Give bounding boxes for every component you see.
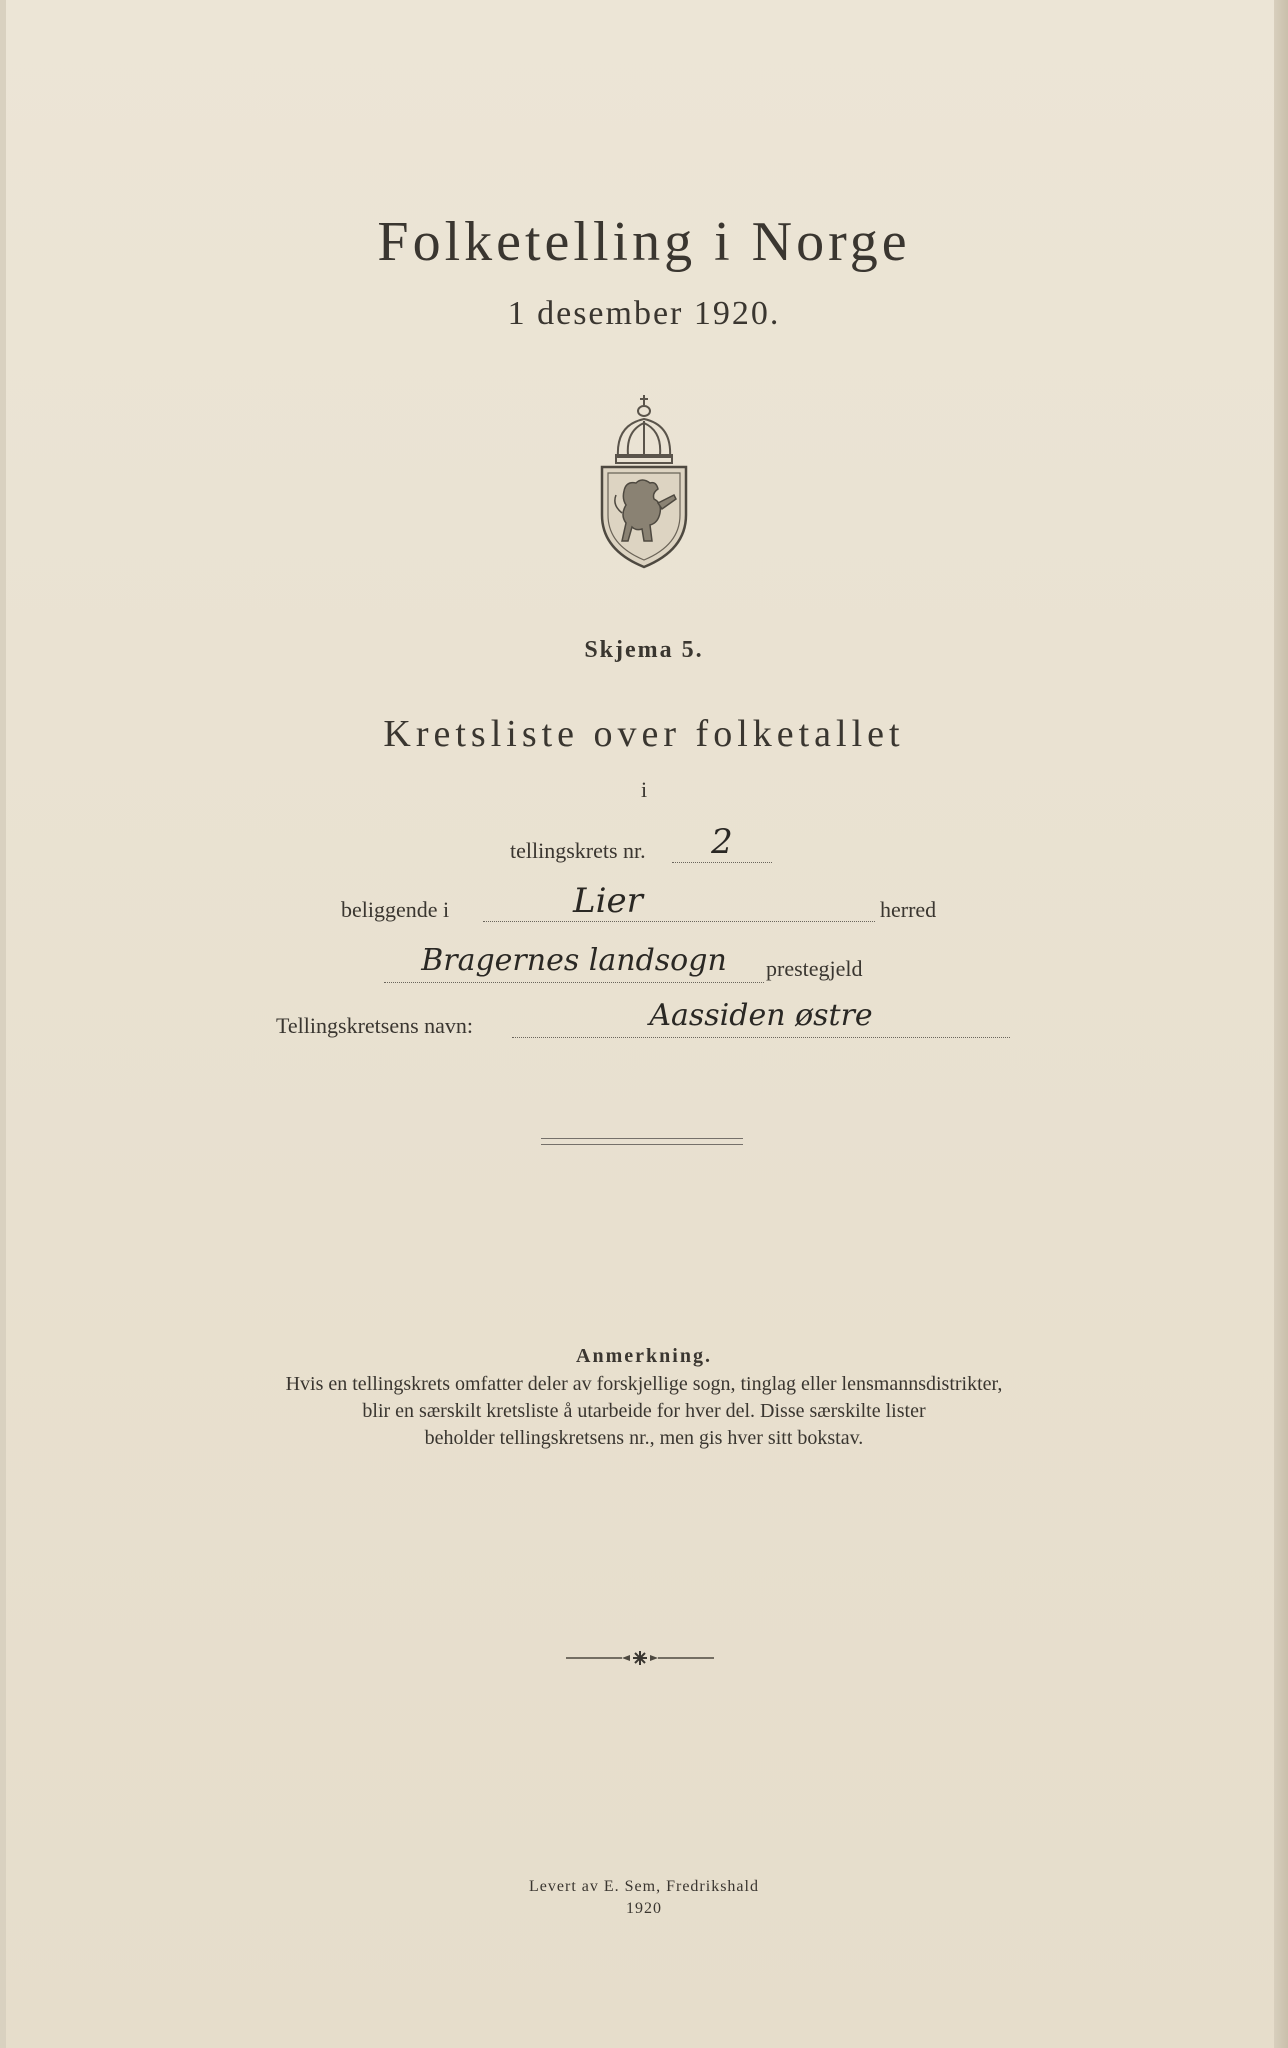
document-title: Folketelling i Norge — [377, 211, 911, 273]
section-divider — [541, 1138, 743, 1145]
printer-credit: Levert av E. Sem, Fredrikshald — [529, 1878, 759, 1895]
kretsnavn-label: Tellingskretsens navn: — [276, 1013, 474, 1038]
remark-line-2: blir en særskilt kretsliste å utarbeide for hver del. Disse særskilte lister — [362, 1400, 926, 1422]
ornament-divider-icon — [560, 1648, 720, 1668]
remark-line-3: beholder tellingskretsens nr., men gis hver sitt bokstav. — [424, 1427, 864, 1449]
tellingskrets-label: tellingskrets nr. — [510, 838, 646, 863]
norwegian-coat-of-arms-icon — [596, 395, 692, 570]
remark-title: Anmerkning. — [576, 1345, 712, 1367]
remark-line-1: Hvis en tellingskrets omfatter deler av forskjellige sogn, tinglag eller lensmannsdistrikter, — [285, 1373, 1003, 1395]
connector-word: i — [640, 777, 648, 802]
kretsnavn-field[interactable]: Aassiden østre — [512, 995, 1010, 1038]
prestegjeld-label: prestegjeld — [766, 956, 863, 981]
herred-label: herred — [880, 897, 937, 922]
printer-year: 1920 — [626, 1900, 662, 1917]
tellingskrets-number-field[interactable]: 2 — [672, 822, 772, 863]
census-date: 1 desember 1920. — [507, 295, 781, 332]
beliggende-label: beliggende i — [341, 897, 450, 922]
herred-field[interactable]: Lier — [483, 880, 875, 922]
schema-number: Skjema 5. — [584, 637, 704, 663]
form-heading: Kretsliste over folketallet — [383, 713, 905, 755]
prestegjeld-field[interactable]: Bragernes landsogn — [384, 940, 764, 983]
